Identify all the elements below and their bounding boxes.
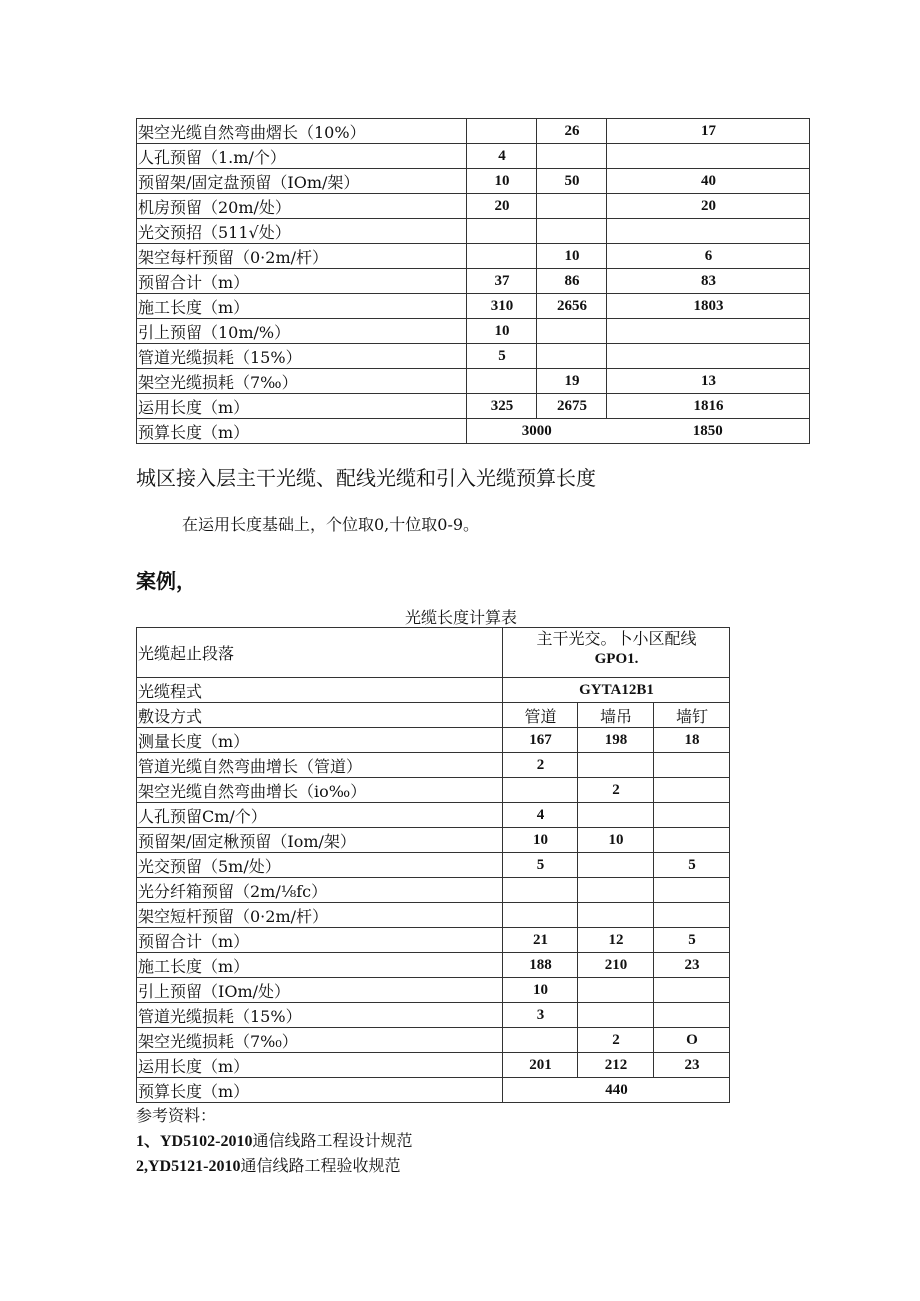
cell-c3: 23	[654, 1053, 730, 1078]
cell-c3: 5	[654, 853, 730, 878]
references-title: 参考资料：	[136, 1106, 217, 1125]
cell-c1	[467, 219, 537, 244]
table-row	[137, 703, 730, 728]
cell-c3	[654, 903, 730, 928]
table-caption: 光缆长度计算表	[405, 608, 518, 627]
cell-c1	[503, 903, 578, 928]
table-row	[137, 678, 730, 703]
reference-item-1	[136, 1128, 412, 1151]
cell-c2	[578, 903, 654, 928]
row-label: 测量长度（m）	[137, 728, 503, 753]
cell-c3	[654, 778, 730, 803]
table-row	[137, 169, 810, 194]
method-wall-hang: 墙吊	[578, 703, 654, 728]
cell-c3	[607, 219, 810, 244]
cell-c1	[503, 778, 578, 803]
cell-c1: 10	[503, 828, 578, 853]
row-label: 预留架/固定盘预留（IOm/架）	[137, 169, 467, 194]
cell-c3: 18	[654, 728, 730, 753]
cell-c1	[503, 878, 578, 903]
cell-c2: 12	[578, 928, 654, 953]
cell-c2: 2	[578, 778, 654, 803]
section-heading: 城区接入层主干光缆、配线光缆和引入光缆预算长度	[136, 466, 596, 490]
cell-c2: 2656	[537, 294, 607, 319]
cell-c3: 17	[607, 119, 810, 144]
cell-c1	[503, 1028, 578, 1053]
table-row	[137, 1028, 730, 1053]
table-row	[137, 344, 810, 369]
cell-c3	[654, 828, 730, 853]
cell-c2	[578, 853, 654, 878]
cell-c1: 10	[467, 319, 537, 344]
segment-line-1: 主干光交。卜小区配线	[536, 629, 697, 648]
cell-c2: 212	[578, 1053, 654, 1078]
budget-length-value-a: 3000	[521, 422, 552, 439]
table-row	[137, 369, 810, 394]
cell-c3	[607, 319, 810, 344]
cell-c1: 188	[503, 953, 578, 978]
cell-c2	[537, 319, 607, 344]
table-row	[137, 753, 730, 778]
table-row	[137, 778, 730, 803]
cell-c2	[537, 219, 607, 244]
table-row	[137, 269, 810, 294]
cell-c1: 325	[467, 394, 537, 419]
budget-length-value-b: 1850	[692, 422, 723, 439]
cell-c3: 23	[654, 953, 730, 978]
row-label: 运用长度（m）	[137, 1053, 503, 1078]
cell-c1: 10	[467, 169, 537, 194]
table-row	[137, 319, 810, 344]
table-row	[137, 294, 810, 319]
method-label: 敷设方式	[137, 703, 503, 728]
table-row	[137, 419, 810, 444]
cell-c1: 167	[503, 728, 578, 753]
table-row	[137, 1078, 730, 1103]
cell-c2: 198	[578, 728, 654, 753]
table-row	[137, 144, 810, 169]
table-row	[137, 119, 810, 144]
reserve-length-table-1	[136, 118, 810, 444]
row-label: 光分纤箱预留（2m/⅛fc）	[137, 878, 503, 903]
row-label: 机房预留（20m/处）	[137, 194, 467, 219]
row-label: 架空短杆预留（0·2m/杆）	[137, 903, 503, 928]
reference-title-1: 通信线路工程设计规范	[252, 1131, 413, 1150]
cell-c2: 2675	[537, 394, 607, 419]
cell-c3	[654, 753, 730, 778]
cell-c2: 10	[537, 244, 607, 269]
row-label: 施工长度（m）	[137, 953, 503, 978]
cell-c2: 210	[578, 953, 654, 978]
cell-c1: 310	[467, 294, 537, 319]
row-label: 管道光缆损耗（15%）	[137, 1003, 503, 1028]
table-row	[137, 853, 730, 878]
cell-c3: 20	[607, 194, 810, 219]
row-label: 架空每杆预留（0·2m/杆）	[137, 244, 467, 269]
row-label: 人孔预留（1.m/个）	[137, 144, 467, 169]
row-label: 人孔预留Cm/个）	[137, 803, 503, 828]
cell-c3: 5	[654, 928, 730, 953]
table-row	[137, 928, 730, 953]
cell-c2: 2	[578, 1028, 654, 1053]
cell-c2	[537, 194, 607, 219]
cell-c3: 40	[607, 169, 810, 194]
cell-c3: 13	[607, 369, 810, 394]
cell-c3	[654, 803, 730, 828]
cell-c1: 5	[503, 853, 578, 878]
cell-c3: 1816	[607, 394, 810, 419]
segment-value	[503, 628, 730, 678]
cell-c2	[578, 1003, 654, 1028]
cell-c1: 20	[467, 194, 537, 219]
cell-c3: 83	[607, 269, 810, 294]
cell-c3	[607, 144, 810, 169]
reference-title-2: 通信线路工程验收规范	[240, 1156, 401, 1175]
budget-length-label: 预算长度（m）	[137, 419, 467, 444]
row-label: 运用长度（m）	[137, 394, 467, 419]
reference-code-1: 1、YD5102-2010	[136, 1133, 253, 1150]
table-row	[137, 828, 730, 853]
segment-label: 光缆起止段落	[137, 628, 503, 678]
budget-length-label-2: 预算长度（m）	[137, 1078, 503, 1103]
cell-c3	[607, 344, 810, 369]
segment-line-2: GPO1.	[594, 651, 639, 667]
case-label: 案例，	[136, 569, 196, 593]
table-row	[137, 728, 730, 753]
row-label: 光交预招（511√处）	[137, 219, 467, 244]
row-label: 引上预留（10m/%）	[137, 319, 467, 344]
table-row	[137, 803, 730, 828]
table-row	[137, 194, 810, 219]
table-row	[137, 1053, 730, 1078]
cell-c2	[578, 753, 654, 778]
cell-c2: 26	[537, 119, 607, 144]
cell-c2: 10	[578, 828, 654, 853]
reference-item-2	[136, 1153, 400, 1176]
cell-c1: 3	[503, 1003, 578, 1028]
cell-c1: 10	[503, 978, 578, 1003]
cell-c3	[654, 978, 730, 1003]
reference-code-2: 2,YD5121-2010	[136, 1158, 241, 1175]
row-label: 预留合计（m）	[137, 928, 503, 953]
row-label: 预留架/固定楸预留（Iom/架）	[137, 828, 503, 853]
table-row	[137, 244, 810, 269]
cable-type-value: GYTA12B1	[503, 678, 730, 703]
table-row	[137, 628, 730, 678]
cell-c1: 4	[467, 144, 537, 169]
row-label: 光交预留（5m/处）	[137, 853, 503, 878]
cell-c1: 201	[503, 1053, 578, 1078]
cell-c1	[467, 119, 537, 144]
table-row	[137, 903, 730, 928]
cell-c1: 2	[503, 753, 578, 778]
row-label: 施工长度（m）	[137, 294, 467, 319]
cable-length-calc-table	[136, 627, 730, 1103]
row-label: 架空光缆自然弯曲熠长（10%）	[137, 119, 467, 144]
row-label: 管道光缆自然弯曲增长（管道）	[137, 753, 503, 778]
method-wall-nail: 墙钉	[654, 703, 730, 728]
row-label: 预留合计（m）	[137, 269, 467, 294]
cell-c1	[467, 369, 537, 394]
cell-c1: 37	[467, 269, 537, 294]
cell-c1: 21	[503, 928, 578, 953]
cell-c3	[654, 878, 730, 903]
row-label: 引上预留（IOm/处）	[137, 978, 503, 1003]
table-row	[137, 1003, 730, 1028]
cell-c2	[578, 978, 654, 1003]
method-duct: 管道	[503, 703, 578, 728]
table-row	[137, 219, 810, 244]
cell-c3: 1803	[607, 294, 810, 319]
cell-c3: 6	[607, 244, 810, 269]
table-row	[137, 878, 730, 903]
row-label: 架空光缆自然弯曲增长（io‰）	[137, 778, 503, 803]
cell-c1: 5	[467, 344, 537, 369]
cell-c2: 86	[537, 269, 607, 294]
row-label: 架空光缆损耗（7‰）	[137, 369, 467, 394]
cable-type-label: 光缆程式	[137, 678, 503, 703]
cell-c1: 4	[503, 803, 578, 828]
row-label: 架空光缆损耗（7%₀）	[137, 1028, 503, 1053]
table-row	[137, 978, 730, 1003]
cell-c2: 19	[537, 369, 607, 394]
cell-c2: 50	[537, 169, 607, 194]
row-label: 管道光缆损耗（15%）	[137, 344, 467, 369]
budget-length-value-2: 440	[503, 1078, 730, 1103]
cell-c3	[654, 1003, 730, 1028]
table-row	[137, 394, 810, 419]
cell-c2	[537, 144, 607, 169]
rounding-rule-paragraph: 在运用长度基础上，个位取0,十位取0-9。	[182, 515, 480, 534]
cell-c2	[578, 878, 654, 903]
table-row	[137, 953, 730, 978]
cell-c2	[578, 803, 654, 828]
cell-c2	[537, 344, 607, 369]
cell-c3: O	[654, 1028, 730, 1053]
cell-c1	[467, 244, 537, 269]
